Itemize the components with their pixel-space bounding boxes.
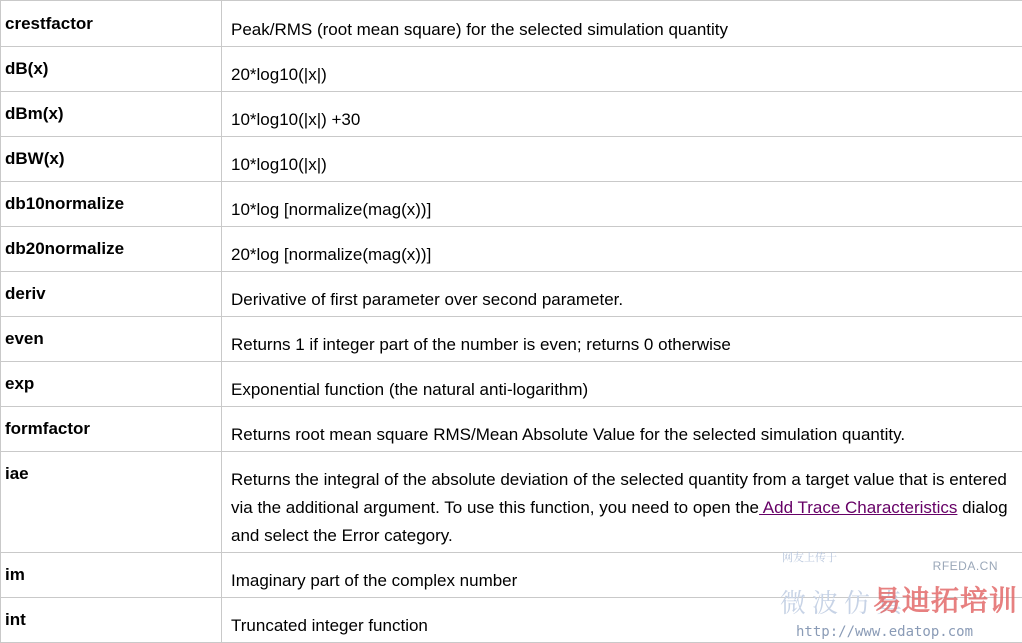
function-description: Returns 1 if integer part of the number is even; returns 0 otherwise: [222, 317, 1022, 362]
function-description: 20*log10(|x|): [222, 47, 1022, 92]
watermark-faint-text: 微波仿真: [780, 583, 908, 620]
table-row: [1, 227, 1022, 272]
function-name: int: [1, 598, 222, 643]
function-name: exp: [1, 362, 222, 407]
function-name: dBm(x): [1, 92, 222, 137]
function-name: iae: [1, 452, 222, 553]
function-description: 10*log [normalize(mag(x))]: [222, 182, 1022, 227]
function-description: 10*log10(|x|) +30: [222, 92, 1022, 137]
table-row: [1, 47, 1022, 92]
table-row: [1, 1, 1022, 47]
function-name: deriv: [1, 272, 222, 317]
watermark-small-text: 网友上传于: [782, 549, 837, 565]
function-name: db10normalize: [1, 182, 222, 227]
function-description: 20*log [normalize(mag(x))]: [222, 227, 1022, 272]
watermark-rfeda-text: RFEDA.CN: [933, 559, 998, 573]
function-description: 10*log10(|x|): [222, 137, 1022, 182]
table-row: [1, 317, 1022, 362]
table-row: [1, 553, 1022, 598]
function-name: even: [1, 317, 222, 362]
function-name: dBW(x): [1, 137, 222, 182]
function-name: im: [1, 553, 222, 598]
function-description: Derivative of first parameter over second parameter.: [222, 272, 1022, 317]
table-row: [1, 407, 1022, 452]
table-row: [1, 182, 1022, 227]
function-description: Exponential function (the natural anti-logarithm): [222, 362, 1022, 407]
function-name: formfactor: [1, 407, 222, 452]
table-row: [1, 92, 1022, 137]
table-row: [1, 272, 1022, 317]
description-text: Returns the integral of the absolute deviation of the selected quantity from a target value that is entered via the additional argument. To use this function, you need to open the: [231, 470, 1007, 517]
add-trace-characteristics-link[interactable]: Add Trace Characteristics: [759, 498, 957, 517]
table-row: [1, 137, 1022, 182]
function-description: Returns root mean square RMS/Mean Absolute Value for the selected simulation quantity.: [222, 407, 1022, 452]
function-name: crestfactor: [1, 1, 222, 47]
table-row: [1, 598, 1022, 643]
description-text: dialog and select the Error category.: [231, 498, 1008, 545]
function-name: dB(x): [1, 47, 222, 92]
table-row: [1, 452, 1022, 553]
watermark-brand-text: 易迪拓培训: [873, 579, 1018, 619]
function-description: Truncated integer function: [222, 598, 1022, 643]
function-name: db20normalize: [1, 227, 222, 272]
function-description: Peak/RMS (root mean square) for the selected simulation quantity: [222, 1, 1022, 47]
function-description: Imaginary part of the complex number: [222, 553, 1022, 598]
table-row: [1, 362, 1022, 407]
function-description: [222, 452, 1022, 553]
watermark-url-text: http://www.edatop.com: [796, 624, 973, 640]
